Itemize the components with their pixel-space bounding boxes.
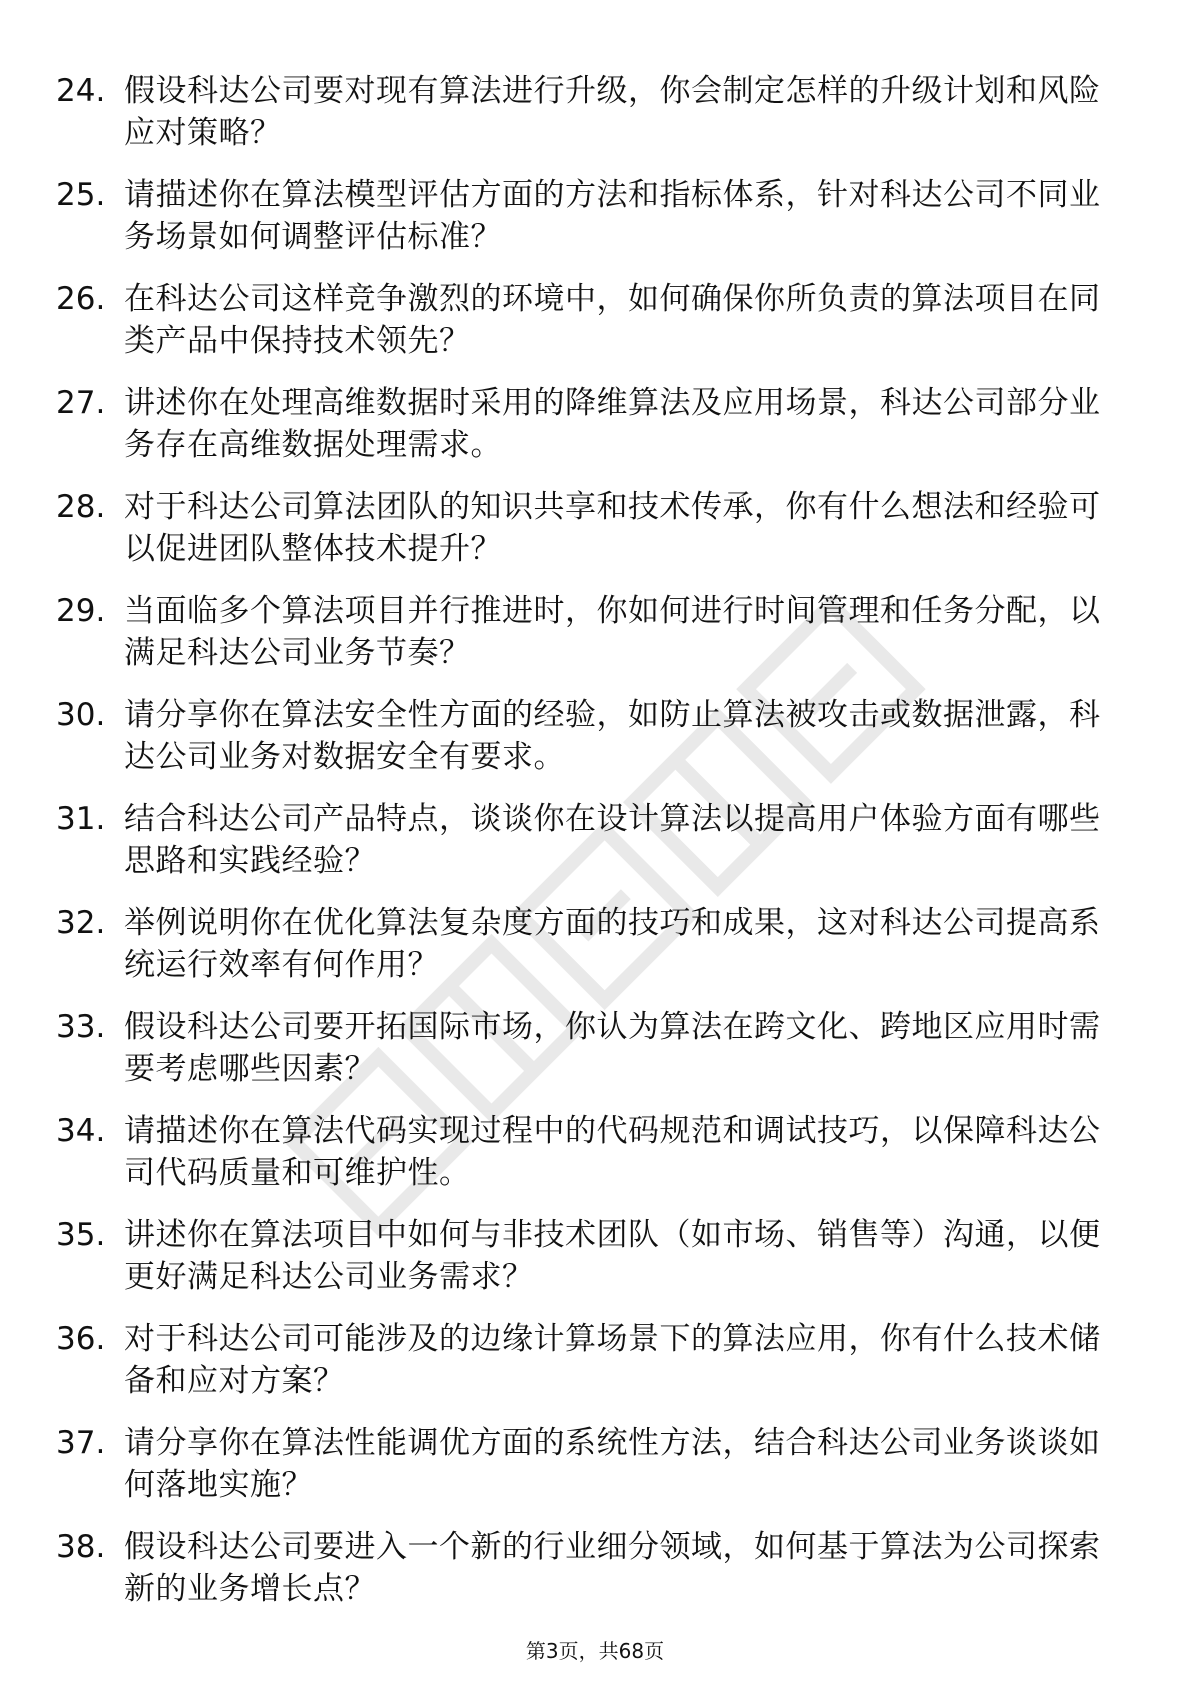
question-item xyxy=(56,902,1106,1006)
question-item xyxy=(56,70,1106,174)
question-text: 对于科达公司可能涉及的边缘计算场景下的算法应用，你有什么技术储备和应对方案？ xyxy=(124,1321,1101,1399)
question-list xyxy=(56,70,1106,1630)
question-item xyxy=(56,382,1106,486)
question-text: 讲述你在处理高维数据时采用的降维算法及应用场景，科达公司部分业务存在高维数据处理需求。 xyxy=(124,385,1101,463)
question-item xyxy=(56,1214,1106,1318)
question-number: 36. xyxy=(56,1321,106,1357)
question-number: 27. xyxy=(56,385,106,421)
question-number: 37. xyxy=(56,1425,106,1461)
question-text: 在科达公司这样竞争激烈的环境中，如何确保你所负责的算法项目在同类产品中保持技术领先？ xyxy=(124,281,1101,359)
question-text: 假设科达公司要开拓国际市场，你认为算法在跨文化、跨地区应用时需要考虑哪些因素？ xyxy=(124,1009,1101,1087)
question-item xyxy=(56,1318,1106,1422)
page-number-label: 第3页，共68页 xyxy=(525,1639,665,1663)
question-number: 26. xyxy=(56,281,106,317)
question-text: 当面临多个算法项目并行推进时，你如何进行时间管理和任务分配，以满足科达公司业务节奏？ xyxy=(124,593,1101,671)
question-text: 举例说明你在优化算法复杂度方面的技巧和成果，这对科达公司提高系统运行效率有何作用？ xyxy=(124,905,1101,983)
question-item xyxy=(56,174,1106,278)
question-text: 结合科达公司产品特点，谈谈你在设计算法以提高用户体验方面有哪些思路和实践经验？ xyxy=(124,801,1101,879)
question-text: 请描述你在算法代码实现过程中的代码规范和调试技巧，以保障科达公司代码质量和可维护性。 xyxy=(124,1113,1101,1191)
question-item xyxy=(56,1526,1106,1630)
question-text: 假设科达公司要对现有算法进行升级，你会制定怎样的升级计划和风险应对策略？ xyxy=(124,73,1101,151)
question-number: 33. xyxy=(56,1009,106,1045)
page-footer xyxy=(0,1635,1190,1664)
question-text: 请分享你在算法安全性方面的经验，如防止算法被攻击或数据泄露，科达公司业务对数据安全有要求。 xyxy=(124,697,1101,775)
question-number: 35. xyxy=(56,1217,106,1253)
question-number: 30. xyxy=(56,697,106,733)
question-number: 25. xyxy=(56,177,106,213)
question-number: 38. xyxy=(56,1529,106,1565)
question-number: 28. xyxy=(56,489,106,525)
question-item xyxy=(56,1006,1106,1110)
question-item xyxy=(56,486,1106,590)
question-text: 讲述你在算法项目中如何与非技术团队（如市场、销售等）沟通，以便更好满足科达公司业务需求？ xyxy=(124,1217,1101,1295)
question-number: 29. xyxy=(56,593,106,629)
question-number: 32. xyxy=(56,905,106,941)
question-item xyxy=(56,694,1106,798)
question-item xyxy=(56,1110,1106,1214)
question-number: 24. xyxy=(56,73,106,109)
question-text: 对于科达公司算法团队的知识共享和技术传承，你有什么想法和经验可以促进团队整体技术提升？ xyxy=(124,489,1101,567)
question-text: 请描述你在算法模型评估方面的方法和指标体系，针对科达公司不同业务场景如何调整评估标准？ xyxy=(124,177,1101,255)
question-item xyxy=(56,1422,1106,1526)
question-item xyxy=(56,278,1106,382)
question-item xyxy=(56,590,1106,694)
question-number: 34. xyxy=(56,1113,106,1149)
question-text: 请分享你在算法性能调优方面的系统性方法，结合科达公司业务谈谈如何落地实施？ xyxy=(124,1425,1101,1503)
question-number: 31. xyxy=(56,801,106,837)
question-text: 假设科达公司要进入一个新的行业细分领域，如何基于算法为公司探索新的业务增长点？ xyxy=(124,1529,1101,1607)
question-item xyxy=(56,798,1106,902)
